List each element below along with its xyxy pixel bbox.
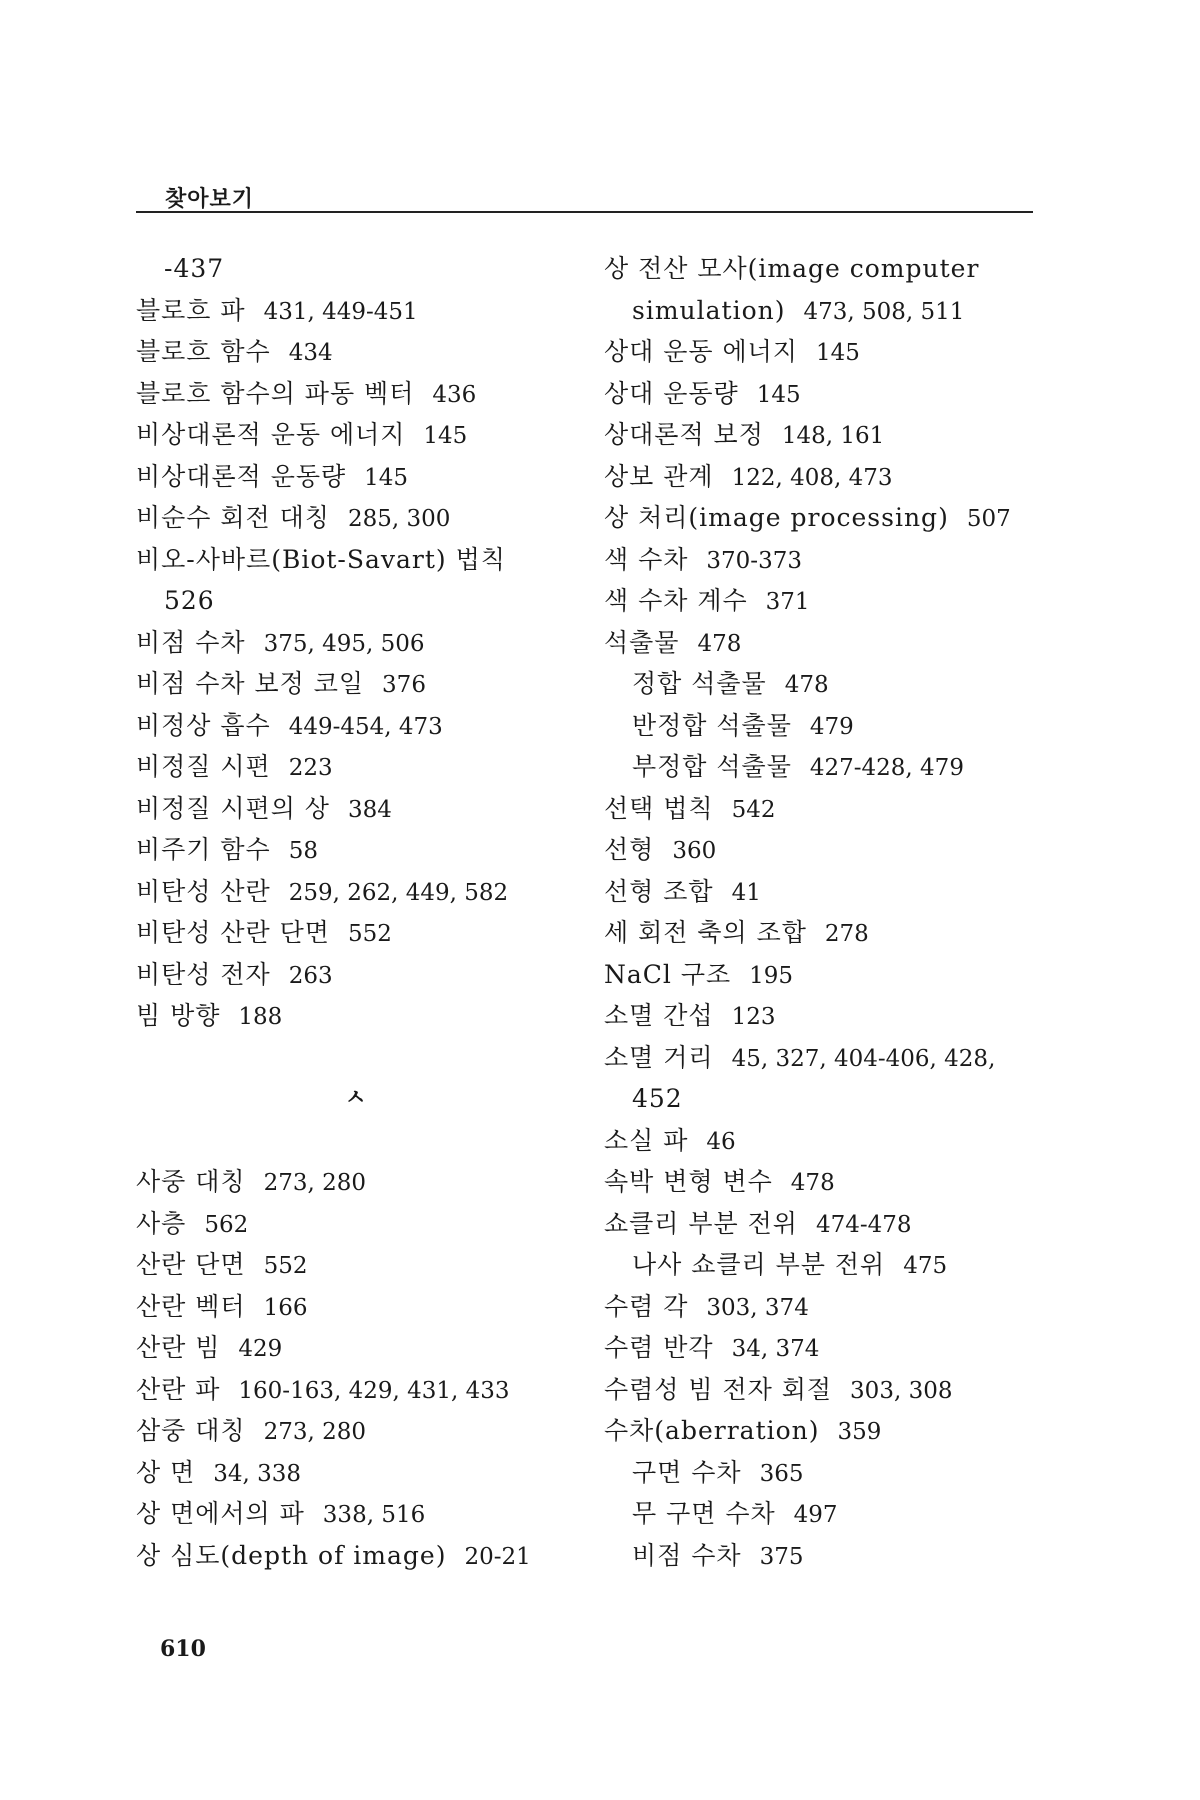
index-pages: 542	[731, 796, 776, 823]
index-pages: 449-454, 473	[288, 713, 443, 740]
index-entry	[604, 497, 1044, 539]
index-pages: 434	[288, 340, 333, 366]
index-pages: 552	[263, 1253, 308, 1279]
index-entry	[604, 1369, 1044, 1411]
index-term: 상 전산 모사(image computer	[604, 254, 980, 283]
index-term: 비탄성 산란	[136, 876, 271, 906]
index-term: 산란 단면	[136, 1250, 246, 1279]
index-pages: 20-21	[464, 1543, 531, 1570]
index-term: 사층	[136, 1208, 187, 1238]
index-term: 상 면에서의 파	[136, 1499, 305, 1528]
index-term: 수렴성 빔 전자 회절	[604, 1374, 833, 1404]
index-pages: 58	[288, 838, 318, 864]
index-term: 526	[164, 586, 215, 615]
index-term: 선택 법칙	[604, 793, 714, 823]
index-pages: 273, 280	[263, 1419, 366, 1445]
index-pages: 188	[238, 1004, 283, 1030]
index-entry	[136, 497, 576, 539]
index-entry	[604, 829, 1044, 871]
index-pages: 285, 300	[347, 506, 451, 532]
index-term: 산란 빔	[136, 1333, 221, 1362]
index-pages: 273, 280	[263, 1170, 366, 1196]
index-pages: 145	[815, 340, 860, 366]
index-pages: 365	[759, 1460, 804, 1487]
index-entry	[604, 1078, 1044, 1120]
index-entry	[604, 1244, 1044, 1286]
index-term: 블로흐 파	[136, 295, 246, 325]
index-pages: 375	[759, 1543, 804, 1570]
index-entry	[136, 912, 576, 954]
index-entry	[136, 456, 576, 498]
index-pages: 223	[288, 755, 333, 781]
index-term: 비정상 흡수	[136, 710, 271, 740]
spacer	[136, 1120, 576, 1162]
index-term: 비탄성 전자	[136, 959, 271, 989]
index-pages: 303, 308	[850, 1377, 953, 1404]
index-term: -437	[164, 254, 225, 283]
index-term: 비상대론적 운동 에너지	[136, 420, 406, 449]
index-pages: 360	[672, 838, 717, 864]
index-entry	[604, 248, 1044, 290]
index-term: 상 심도(depth of image)	[136, 1540, 447, 1570]
index-pages: 145	[364, 464, 409, 491]
index-pages: 259, 262, 449, 582	[288, 879, 509, 906]
index-entry	[136, 663, 576, 705]
index-term: 상 처리(image processing)	[604, 503, 949, 532]
index-entry	[604, 373, 1044, 415]
index-entry	[604, 1535, 1044, 1577]
index-pages: 478	[790, 1170, 835, 1196]
index-entry	[604, 414, 1044, 456]
index-pages: 145	[756, 381, 801, 408]
index-column-left	[136, 248, 576, 1576]
index-entry	[604, 871, 1044, 913]
index-term: 비정질 시편의 상	[136, 793, 330, 823]
index-pages: 478	[697, 630, 742, 657]
index-entry	[136, 871, 576, 913]
index-entry	[136, 995, 576, 1037]
index-entry	[604, 1410, 1044, 1452]
index-term: 비상대론적 운동량	[136, 461, 347, 491]
index-term: 비주기 함수	[136, 835, 271, 864]
index-pages: 34, 374	[731, 1336, 820, 1362]
index-entry	[136, 622, 576, 664]
index-term: 반정합 석출물	[632, 710, 792, 740]
index-term: 사중 대칭	[136, 1167, 246, 1196]
index-entry	[136, 788, 576, 830]
index-pages: 123	[731, 1004, 776, 1030]
index-term: 상대론적 보정	[604, 420, 764, 449]
index-pages: 303, 374	[706, 1294, 809, 1321]
index-entry	[136, 829, 576, 871]
index-entry	[136, 290, 576, 332]
index-term: 상보 관계	[604, 461, 714, 491]
running-header-title: 찾아보기	[165, 187, 255, 212]
index-pages: 148, 161	[781, 423, 885, 449]
index-term: ㅅ	[344, 1085, 368, 1111]
index-pages: 166	[263, 1294, 308, 1321]
page-number: 610	[160, 1636, 206, 1662]
index-term: 상 면	[136, 1457, 196, 1487]
index-entry	[136, 705, 576, 747]
index-pages: 429	[238, 1336, 283, 1362]
index-term: 비점 수차 보정 코일	[136, 669, 365, 698]
index-entry	[604, 663, 1044, 705]
index-term: 세 회전 축의 조합	[604, 918, 807, 947]
index-term: 정합 석출물	[632, 669, 767, 698]
index-term: 무 구면 수차	[632, 1499, 776, 1528]
index-pages: 384	[347, 796, 392, 823]
index-entry	[604, 912, 1044, 954]
index-term: 소멸 거리	[604, 1042, 714, 1072]
index-pages: 160-163, 429, 431, 433	[238, 1377, 510, 1404]
index-entry	[136, 539, 576, 581]
index-pages: 122, 408, 473	[731, 464, 893, 491]
index-term: 속박 변형 변수	[604, 1167, 773, 1196]
index-pages: 474-478	[815, 1211, 912, 1238]
index-term: 비탄성 산란 단면	[136, 918, 330, 947]
index-term: 구면 수차	[632, 1457, 742, 1487]
index-pages: 562	[204, 1211, 249, 1238]
index-term: 상대 운동 에너지	[604, 337, 798, 366]
index-entry	[604, 456, 1044, 498]
index-term: 비오-사바르(Biot-Savart) 법칙	[136, 544, 506, 574]
index-entry	[136, 746, 576, 788]
index-entry	[136, 331, 576, 373]
index-pages: 507	[966, 506, 1011, 532]
index-entry	[136, 954, 576, 996]
index-pages: 370-373	[706, 547, 802, 574]
index-term: 석출물	[604, 627, 680, 657]
index-entry	[136, 580, 576, 622]
index-term: 선형	[604, 835, 655, 864]
index-entry	[136, 414, 576, 456]
index-term: NaCl 구조	[604, 959, 732, 989]
index-entry	[604, 622, 1044, 664]
index-entry	[136, 1286, 576, 1328]
index-pages: 263	[288, 962, 333, 989]
index-term: 부정합 석출물	[632, 752, 792, 781]
index-entry	[604, 1493, 1044, 1535]
index-column-right	[604, 248, 1044, 1576]
index-entry	[136, 373, 576, 415]
index-term: 삼중 대칭	[136, 1416, 246, 1445]
index-entry	[604, 705, 1044, 747]
index-term: 산란 벡터	[136, 1291, 246, 1321]
index-entry	[604, 539, 1044, 581]
index-term: 비점 수차	[136, 627, 246, 657]
index-entry	[604, 746, 1044, 788]
index-entry	[136, 1244, 576, 1286]
index-term: 선형 조합	[604, 876, 714, 906]
index-entry	[136, 1369, 576, 1411]
index-term: 블로흐 함수의 파동 벡터	[136, 378, 415, 408]
index-pages: 338, 516	[322, 1502, 426, 1528]
index-term: 452	[632, 1084, 683, 1113]
index-term: 색 수차 계수	[604, 586, 748, 615]
index-term: 수렴 반각	[604, 1333, 714, 1362]
index-term: simulation)	[632, 295, 786, 325]
index-pages: 45, 327, 404-406, 428,	[731, 1045, 996, 1072]
index-pages: 475	[903, 1253, 948, 1279]
index-term: 비순수 회전 대칭	[136, 503, 330, 532]
index-pages: 145	[423, 423, 468, 449]
index-term: 비정질 시편	[136, 752, 271, 781]
index-pages: 376	[382, 672, 426, 698]
index-pages: 431, 449-451	[263, 298, 418, 325]
index-pages: 497	[793, 1502, 838, 1528]
index-entry	[604, 1327, 1044, 1369]
index-entry	[604, 580, 1044, 622]
index-entry	[604, 1286, 1044, 1328]
index-term: 블로흐 함수	[136, 337, 271, 366]
index-pages: 552	[347, 921, 392, 947]
index-entry	[604, 954, 1044, 996]
index-entry	[604, 1037, 1044, 1079]
index-pages: 359	[837, 1419, 882, 1445]
index-pages: 371	[765, 589, 810, 615]
index-term: 소멸 간섭	[604, 1001, 714, 1030]
index-term: 수렴 각	[604, 1291, 689, 1321]
index-pages: 479	[809, 713, 854, 740]
index-entry	[604, 290, 1044, 332]
index-pages: 427-428, 479	[809, 755, 964, 781]
index-pages: 195	[749, 962, 794, 989]
index-pages: 436	[432, 381, 477, 408]
index-entry	[136, 1493, 576, 1535]
index-entry	[136, 1535, 576, 1577]
index-pages: 34, 338	[213, 1460, 302, 1487]
index-pages: 375, 495, 506	[263, 630, 425, 657]
index-term: 빔 방향	[136, 1001, 221, 1030]
index-entry	[136, 248, 576, 290]
index-entry	[136, 1410, 576, 1452]
spacer	[136, 1037, 576, 1079]
index-term: 수차(aberration)	[604, 1416, 820, 1445]
index-pages: 278	[824, 921, 869, 947]
header-rule	[136, 211, 1033, 213]
index-pages: 473, 508, 511	[803, 298, 965, 325]
index-entry	[604, 331, 1044, 373]
index-term: 나사 쇼클리 부분 전위	[632, 1250, 886, 1279]
index-entry	[136, 1452, 576, 1494]
index-term: 비점 수차	[632, 1540, 742, 1570]
index-entry	[136, 1161, 576, 1203]
index-term: 소실 파	[604, 1125, 689, 1155]
index-pages: 46	[706, 1128, 736, 1155]
index-term: 상대 운동량	[604, 378, 739, 408]
index-entry	[604, 1120, 1044, 1162]
index-pages: 41	[731, 879, 761, 906]
index-term: 산란 파	[136, 1374, 221, 1404]
index-entry	[136, 1327, 576, 1369]
index-term: 색 수차	[604, 544, 689, 574]
index-pages: 478	[784, 672, 829, 698]
index-entry	[604, 1161, 1044, 1203]
index-entry	[604, 1452, 1044, 1494]
section-heading	[136, 1078, 576, 1120]
index-entry	[604, 788, 1044, 830]
index-entry	[604, 995, 1044, 1037]
index-term: 쇼클리 부분 전위	[604, 1208, 798, 1238]
index-entry	[136, 1203, 576, 1245]
index-entry	[604, 1203, 1044, 1245]
